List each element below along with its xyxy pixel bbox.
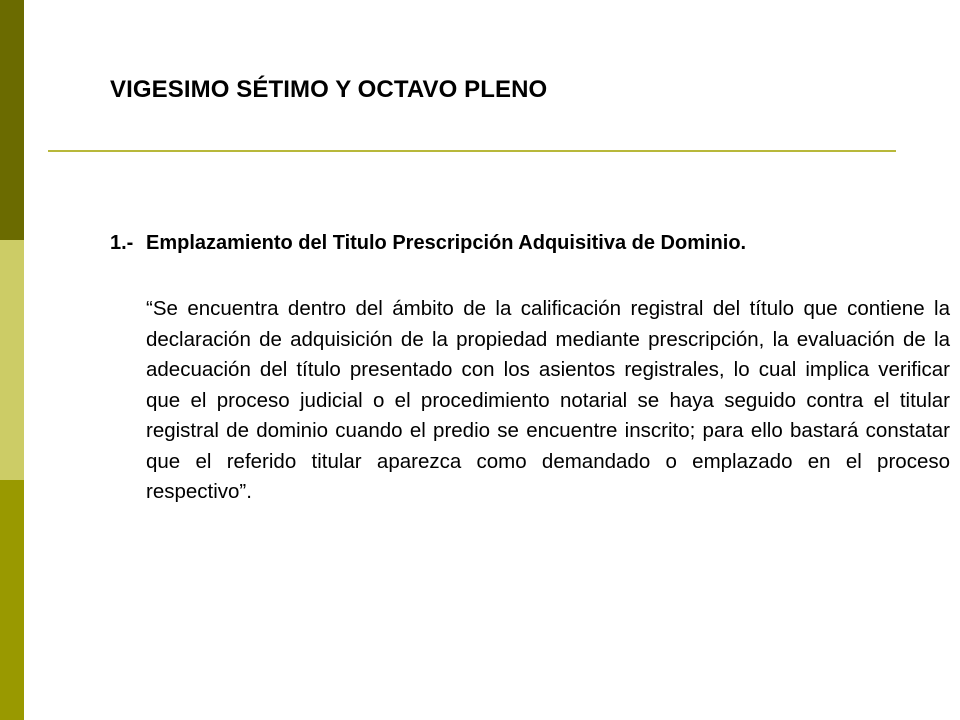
item-heading [110,228,870,258]
item-quote-paragraph: “Se encuentra dentro del ámbito de la calificación registral del título que contiene la declaración de adquisición de la propiedad mediante prescripción, la evaluación de la adecuación del título presentado con los asientos registrales, lo cual implica verificar que el proceso judicial o el procedimiento notarial se haya seguido contra el titular registral de dominio cuando el predio se encuentre inscrito; para ello bastará constatar que el referido titular aparezca como demandado o emplazado en el proceso respectivo”. [146,297,950,503]
side-accent-bar [0,0,24,720]
side-accent-segment-top [0,0,24,240]
slide-title: VIGESIMO SÉTIMO Y OCTAVO PLENO [110,76,548,103]
side-accent-segment-middle [0,240,24,480]
title-underline-rule [48,150,896,152]
item-heading-text: Emplazamiento del Titulo Prescripción Adquisitiva de Dominio. [146,232,747,254]
item-number: 1.- [110,232,134,254]
side-accent-segment-bottom [0,480,24,720]
